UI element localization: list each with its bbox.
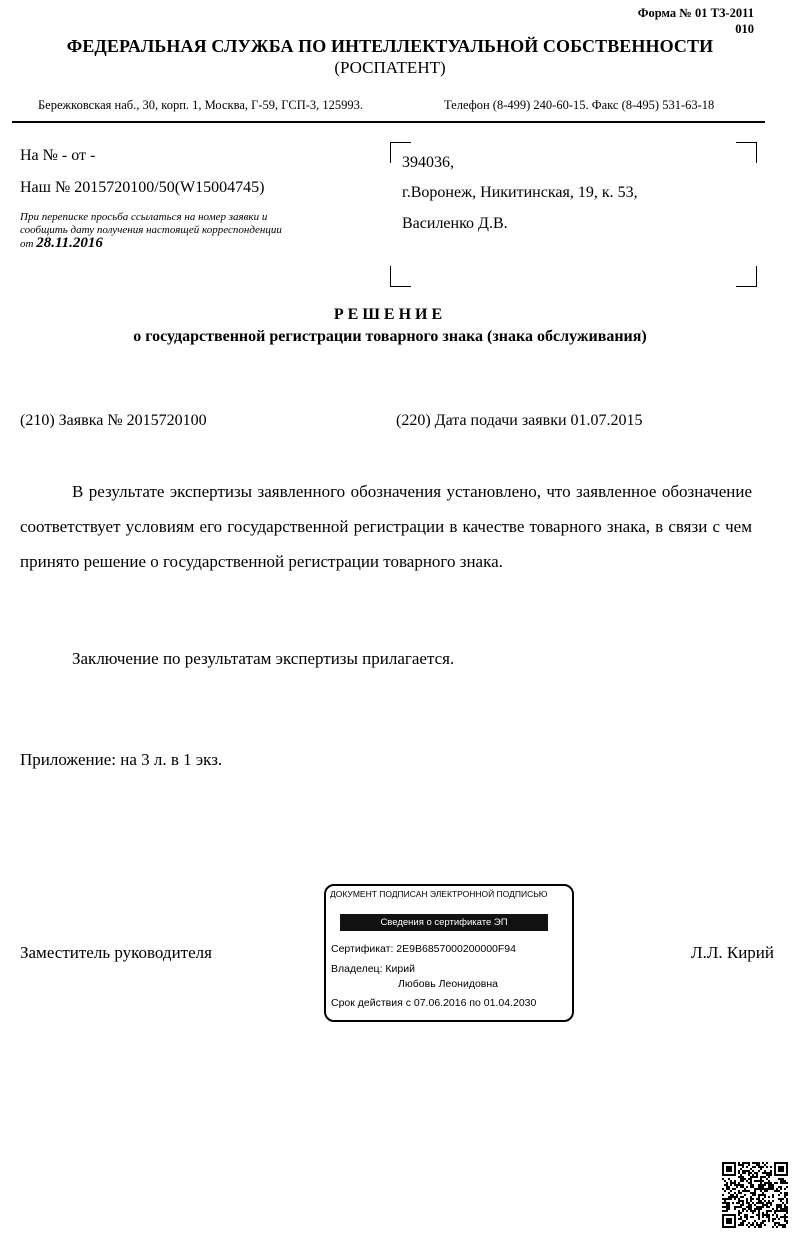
signatory-name: Л.Л. Кирий <box>691 943 774 962</box>
validity-label: Срок действия <box>331 997 403 1009</box>
e-signature-stamp <box>320 878 580 1028</box>
note-line2: сообщить дату получения настоящей корреспонденции <box>20 224 282 236</box>
owner-label: Владелец: <box>331 963 383 975</box>
letter-date: 28.11.2016 <box>36 235 103 251</box>
validity-value: с 07.06.2016 по 01.04.2030 <box>405 997 537 1009</box>
application-number: (210) Заявка № 2015720100 <box>20 412 207 429</box>
attachment-text: Приложение: на 3 л. в 1 экз. <box>20 750 223 769</box>
form-number-line2: 010 <box>735 22 754 36</box>
corner-mark-top-right <box>736 142 757 163</box>
owner-value1: Кирий <box>385 963 415 975</box>
owner-value2: Любовь Леонидовна <box>398 978 499 990</box>
corner-mark-bottom-left <box>390 266 411 287</box>
agency-title: ФЕДЕРАЛЬНАЯ СЛУЖБА ПО ИНТЕЛЛЕКТУАЛЬНОЙ СОБСТВЕННОСТИ <box>66 36 714 56</box>
qr-code-icon <box>722 1162 788 1228</box>
agency-address: Бережковская наб., 30, корп. 1, Москва, Г-59, ГСП-3, 125993. <box>38 98 364 112</box>
date-prefix: от <box>20 238 34 250</box>
conclusion-text: Заключение по результатам экспертизы прилагается. <box>72 649 455 668</box>
stamp-header: ДОКУМЕНТ ПОДПИСАН ЭЛЕКТРОННОЙ ПОДПИСЬЮ <box>330 889 548 899</box>
decision-paragraph: В результате экспертизы заявленного обозначения установлено, что заявленное обозначение соответствует условиям его государственной регистрации в качестве товарного знака, в связи с чем принято решение о государственной регистрации товарного знака. <box>20 482 752 571</box>
correspondence-note <box>20 211 282 251</box>
header-divider <box>12 121 765 123</box>
your-ref: На № - от - <box>20 147 96 164</box>
corner-mark-bottom-right <box>736 266 757 287</box>
form-number-line1: Форма № 01 ТЗ-2011 <box>637 6 754 20</box>
recipient-address: г.Воронеж, Никитинская, 19, к. 53, <box>402 184 638 201</box>
agency-short-name: (РОСПАТЕНТ) <box>334 58 446 77</box>
filing-date: (220) Дата подачи заявки 01.07.2015 <box>396 412 643 429</box>
recipient-name: Василенко Д.В. <box>402 215 508 232</box>
stamp-cert-bar: Сведения о сертификате ЭП <box>340 914 548 931</box>
form-number <box>638 5 754 37</box>
our-ref: Наш № 2015720100/50(W15004745) <box>20 179 265 196</box>
stamp-owner <box>331 963 415 975</box>
signatory-role: Заместитель руководителя <box>20 943 212 962</box>
agency-phone: Телефон (8-499) 240-60-15. Факс (8-495) 531-63-18 <box>444 98 715 112</box>
stamp-cert <box>331 943 516 955</box>
decision-title: РЕШЕНИЕ <box>333 306 447 323</box>
cert-value: 2E9B6857000200000F94 <box>396 943 516 955</box>
note-date-line <box>20 237 282 251</box>
stamp-validity <box>331 997 536 1009</box>
note-line1: При переписке просьба ссылаться на номер заявки и <box>20 211 268 223</box>
decision-subtitle: о государственной регистрации товарного знака (знака обслуживания) <box>133 328 647 345</box>
recipient-zip: 394036, <box>402 154 454 171</box>
cert-label: Сертификат: <box>331 943 394 955</box>
